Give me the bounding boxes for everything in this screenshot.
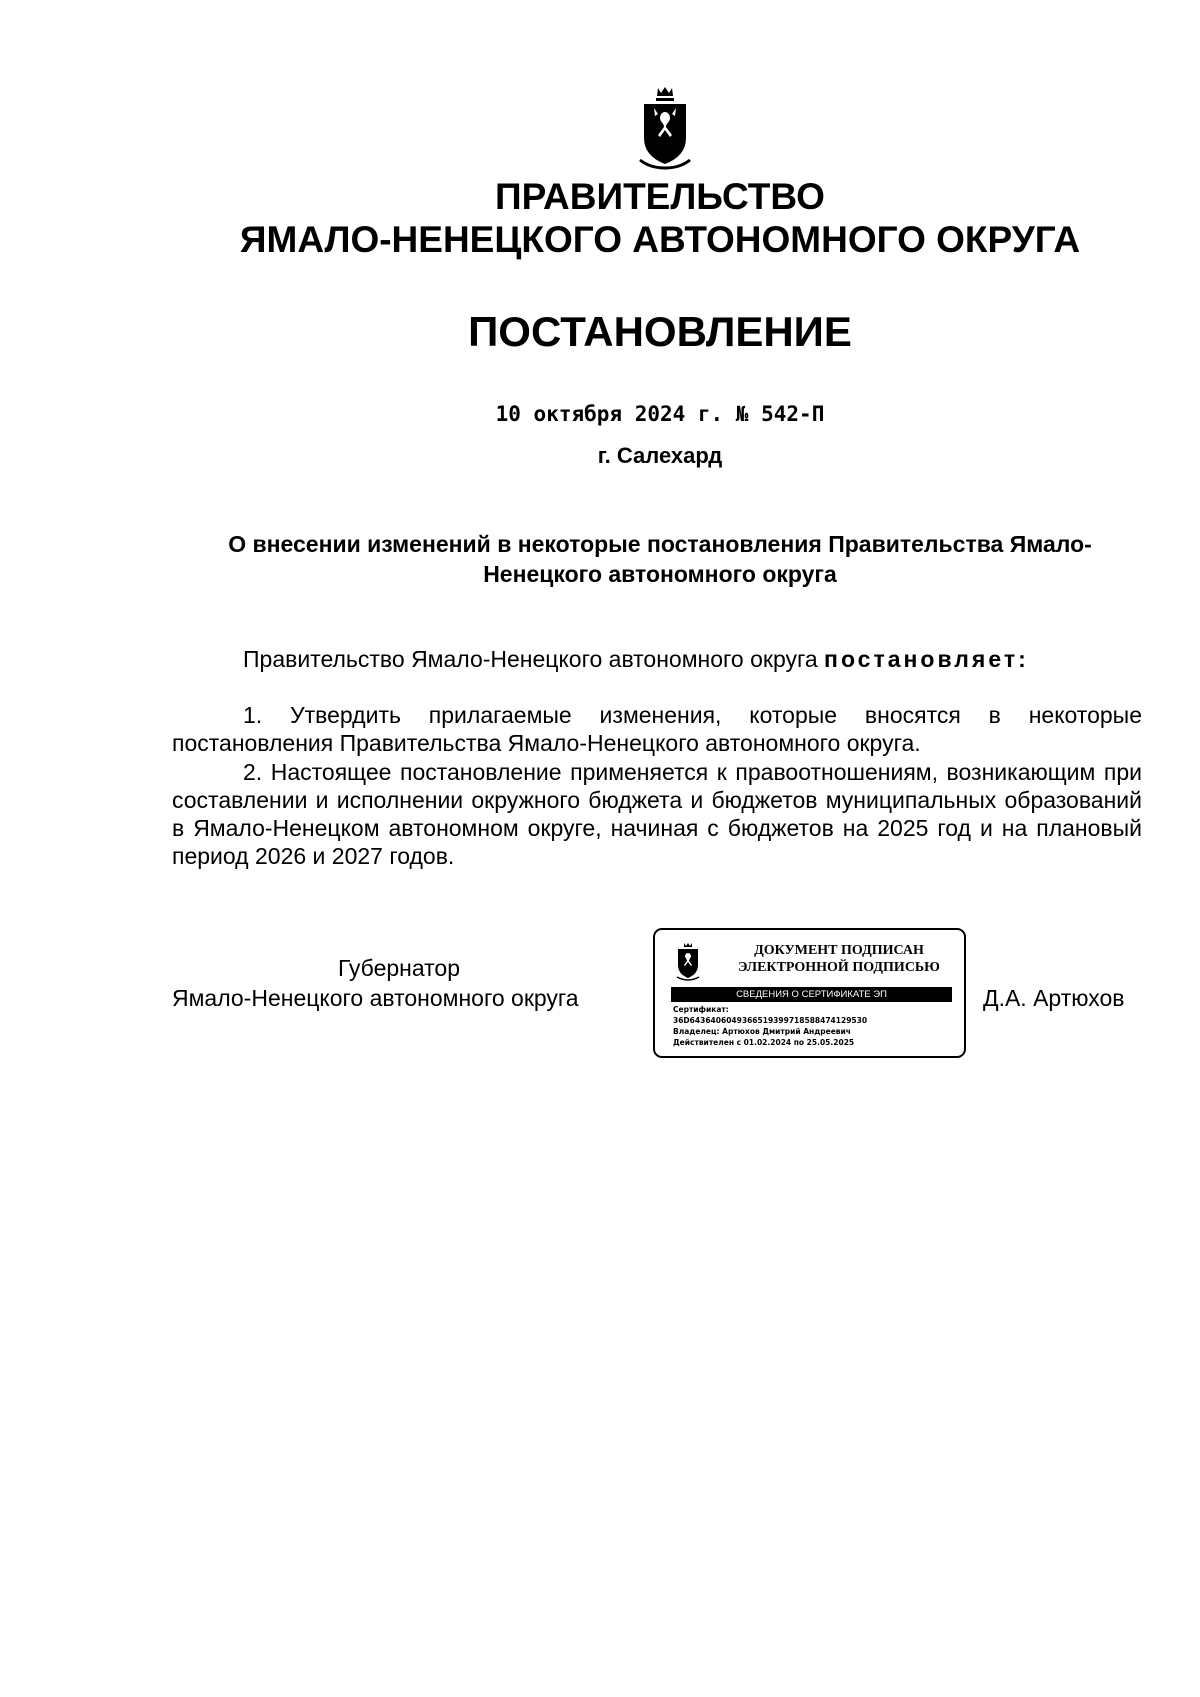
intro-text: Правительство Ямало-Ненецкого автономного округа [243, 646, 825, 672]
signatory-title-line2: Ямало-Ненецкого автономного округа [172, 985, 579, 1011]
stamp-title-line2: ЭЛЕКТРОННОЙ ПОДПИСЬЮ [738, 960, 940, 975]
document-subject: О внесении изменений в некоторые постановления Правительства Ямало-Ненецкого автономного округа [228, 531, 1092, 587]
stamp-cert-label: Сертификат: [673, 1005, 729, 1014]
stamp-title [723, 942, 955, 976]
date-and-number: 10 октября 2024 г. № 542-П [495, 402, 825, 426]
electronic-signature-stamp [653, 928, 966, 1058]
paragraph-2: 2. Настоящее постановление применяется к правоотношениям, возникающим при составлении и исполнении окружного бюджета и бюджетов муниципальных образований в Ямало-Ненецком автономном округе, начиная с бюджетов на 2025 год и на плановый период 2026 и 2027 годов. [172, 759, 1142, 869]
city: г. Салехард [597, 443, 723, 468]
coat-of-arms-emblem [636, 86, 694, 172]
stamp-emblem-icon [675, 942, 701, 982]
intro-paragraph [243, 646, 1029, 673]
stamp-validity: Действителен с 01.02.2024 по 25.05.2025 [673, 1038, 855, 1047]
government-title-line2: ЯМАЛО-НЕНЕЦКОГО АВТОНОМНОГО ОКРУГА [239, 219, 1081, 260]
stamp-cert-number: 36D6436406049366519399718588474129530 [673, 1016, 868, 1025]
paragraph-1: 1. Утвердить прилагаемые изменения, которые вносятся в некоторые постановления Правительства Ямало-Ненецкого автономного округа. [172, 702, 1142, 756]
signatory-name: Д.А. Артюхов [983, 985, 1125, 1011]
stamp-title-line1: ДОКУМЕНТ ПОДПИСАН [754, 943, 924, 958]
document-type-heading: ПОСТАНОВЛЕНИЕ [468, 308, 852, 355]
stamp-owner: Владелец: Артюхов Дмитрий Андреевич [673, 1027, 851, 1036]
stamp-certificate-bar: СВЕДЕНИЯ О СЕРТИФИКАТЕ ЭП [671, 987, 952, 1002]
government-title-line1: ПРАВИТЕЛЬСТВО [495, 176, 825, 217]
intro-verb: постановляет: [824, 646, 1029, 672]
signatory-title-line1: Губернатор [338, 955, 461, 981]
